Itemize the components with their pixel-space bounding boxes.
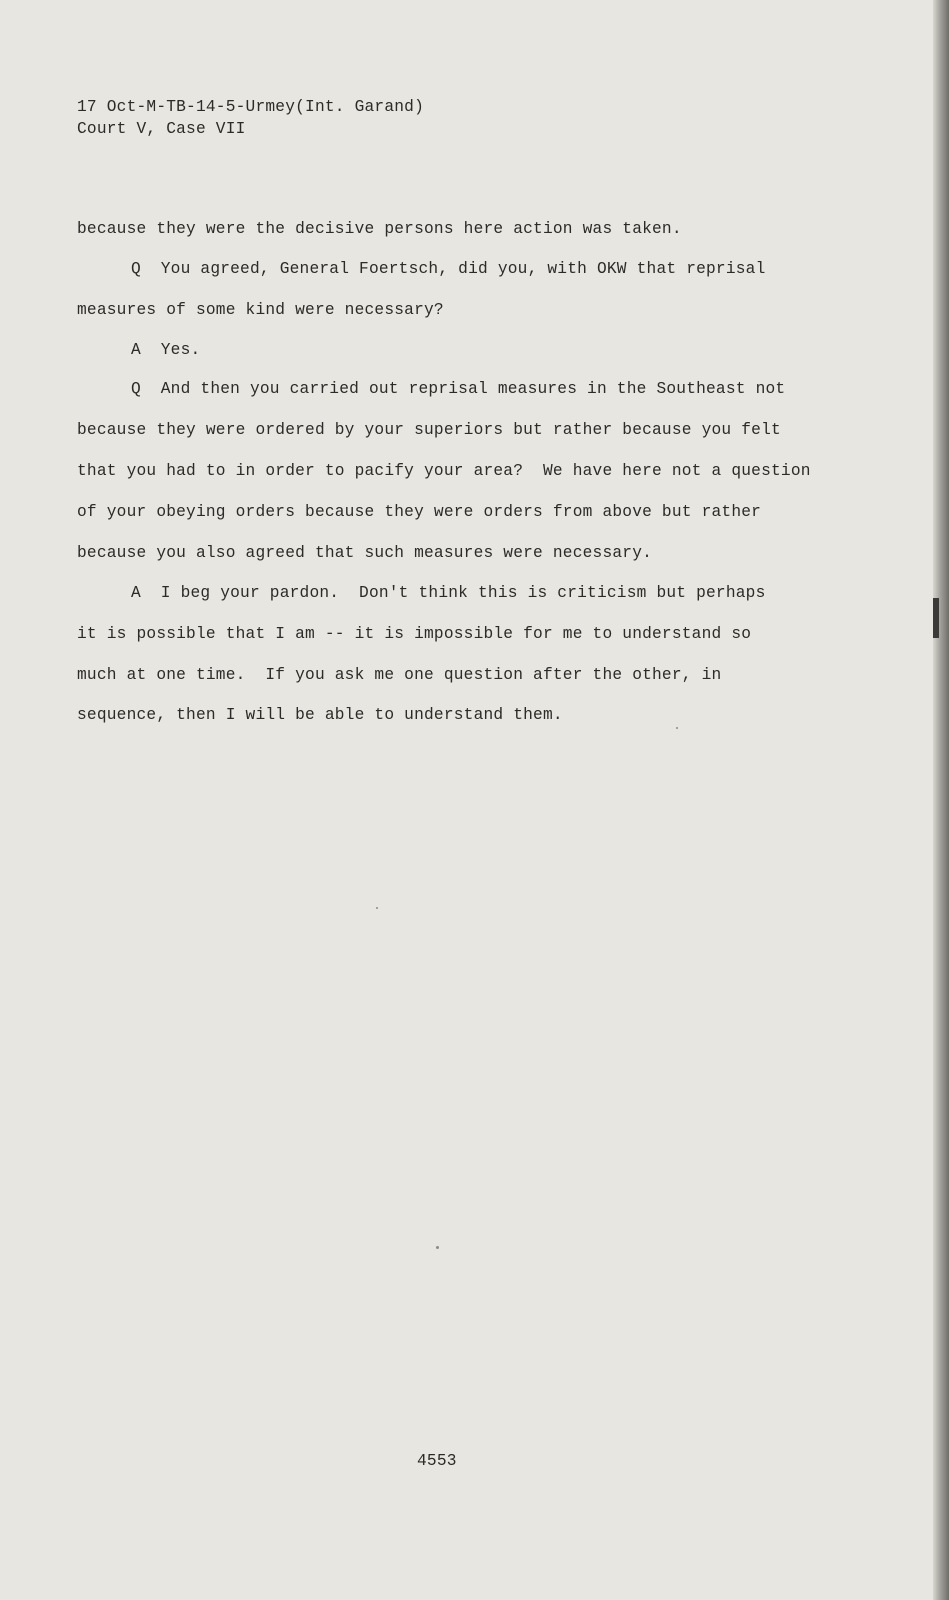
paper-speck [376,907,378,909]
transcript-question: Q And then you carried out reprisal measures in the Southeast not [131,380,786,398]
scan-edge-shadow [933,0,949,1600]
transcript-line: of your obeying orders because they were orders from above but rather [77,503,762,521]
transcript-line: because they were the decisive persons here action was taken. [77,220,682,238]
header-reference-line: 17 Oct-M-TB-14-5-Urmey(Int. Garand) [77,98,424,116]
transcript-answer: A I beg your pardon. Don't think this is criticism but perhaps [131,584,766,602]
transcript-line: much at one time. If you ask me one question after the other, in [77,666,722,684]
paper-speck [676,727,678,729]
document-header [77,96,424,140]
transcript-line: it is possible that I am -- it is impossible for me to understand so [77,625,752,643]
page-number: 4553 [417,1452,457,1470]
transcript-line: because they were ordered by your superiors but rather because you felt [77,421,781,439]
transcript-line: measures of some kind were necessary? [77,301,444,319]
binding-mark [933,598,939,638]
transcript-line: sequence, then I will be able to understand them. [77,706,563,724]
header-court-case-line: Court V, Case VII [77,120,246,138]
transcript-line: that you had to in order to pacify your area? We have here not a question [77,462,811,480]
paper-speck [436,1246,439,1249]
transcript-answer: A Yes. [131,341,201,359]
transcript-line: because you also agreed that such measures were necessary. [77,544,653,562]
transcript-question: Q You agreed, General Foertsch, did you, with OKW that reprisal [131,260,766,278]
